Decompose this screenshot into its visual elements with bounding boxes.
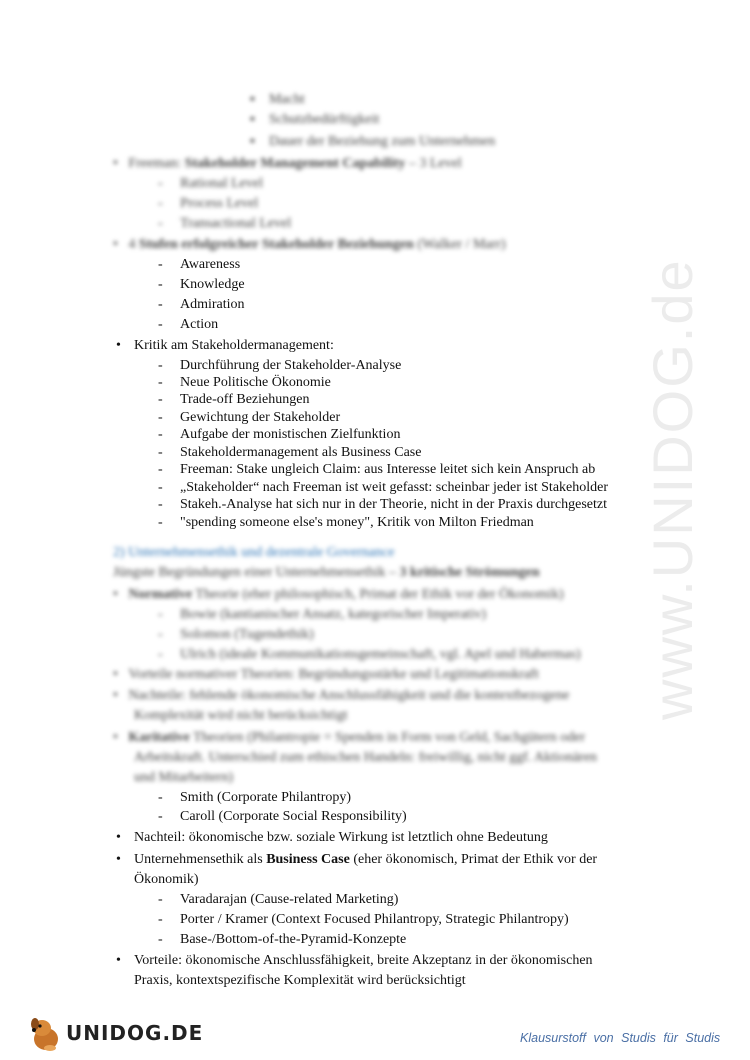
list-item: - <box>158 445 163 460</box>
dog-icon <box>28 1015 64 1053</box>
list-item: - <box>158 427 163 442</box>
list-item-text: Admiration <box>180 297 245 312</box>
section-title: Kritik am Stakeholdermanagement: <box>134 338 334 353</box>
list-item-text: Trade-off Beziehungen <box>180 392 310 407</box>
list-item-text: Freeman: Stake ungleich Claim: aus Interesse leitet sich kein Anspruch ab <box>180 462 596 477</box>
list-item: - <box>158 515 163 530</box>
list-item-text: Neue Politische Ökonomie <box>180 375 331 390</box>
list-item-text: Varadarajan (Cause-related Marketing) <box>180 892 399 907</box>
paragraph: Jüngste Begründungen einer Unternehmensethik – 3 kritische Strömungen <box>113 565 540 580</box>
list-item-text: Durchführung der Stakeholder-Analyse <box>180 358 402 373</box>
list-item: • Freeman: Stakeholder Management Capability – 3 Level <box>113 156 462 171</box>
list-item-text: Stakeh.-Analyse hat sich nur in der Theorie, nicht in der Praxis durchgesetzt <box>180 497 608 512</box>
list-item-text: Stakeholdermanagement als Business Case <box>180 445 422 460</box>
list-item-text: Knowledge <box>180 277 245 292</box>
footer-text: Klausurstoff von Studis für Studis <box>520 1031 721 1045</box>
list-item-text: Gewichtung der Stakeholder <box>180 410 341 425</box>
business-case-continuation: Ökonomik) <box>134 872 199 887</box>
list-item: - <box>158 297 163 312</box>
list-item: • Nachteile: fehlende ökonomische Anschlussfähigkeit und die kontextbezogene <box>113 688 570 703</box>
list-item: ▪ Schutzbedürftigkeit <box>250 112 380 127</box>
list-item: - Bowie (kantianischer Ansatz, kategorischer Imperativ) <box>158 607 487 622</box>
list-item-text: Aufgabe der monistischen Zielfunktion <box>180 427 401 442</box>
section-heading: 2) Unternehmensethik und dezentrale Governance <box>113 545 395 560</box>
list-item: - Process Level <box>158 196 259 211</box>
list-item: - Ulrich (ideale Kommunikationsgemeinschaft, vgl. Apel und Habermas) <box>158 647 581 662</box>
list-item: - <box>158 257 163 272</box>
list-item: ▪ Macht <box>250 92 305 107</box>
list-item: • 4 Stufen erfolgreicher Stakeholder Beziehungen (Walker / Marr) <box>113 237 506 252</box>
list-item: - <box>158 790 163 805</box>
list-item: • Normative Theorie (eher philosophisch, Primat der Ethik vor der Ökonomik) <box>113 587 564 602</box>
list-item: - Transactional Level <box>158 216 292 231</box>
list-item: - <box>158 277 163 292</box>
list-item-continuation: Arbeitskraft. Unterschied zum ethischen Handeln: freiwillig, nicht ggf. Aktionären <box>134 750 598 765</box>
vorteile-continuation: Praxis, kontextspezifische Komplexität wird berücksichtigt <box>134 973 466 988</box>
list-item: - <box>158 480 163 495</box>
list-item: - Solomon (Tugendethik) <box>158 627 314 642</box>
bullet: • <box>116 830 121 845</box>
list-item-text: Awareness <box>180 257 241 272</box>
bullet: • <box>116 953 121 968</box>
list-item: - <box>158 892 163 907</box>
list-item-text: „Stakeholder“ nach Freeman ist weit gefasst: scheinbar jeder ist Stakeholder <box>180 480 609 495</box>
bullet: • <box>116 338 121 353</box>
list-item-text: Base-/Bottom-of-the-Pyramid-Konzepte <box>180 932 407 947</box>
list-item-text: Caroll (Corporate Social Responsibility) <box>180 809 407 824</box>
list-item: - <box>158 358 163 373</box>
list-item-text: Smith (Corporate Philantropy) <box>180 790 352 805</box>
logo-text: UNIDOG.DE <box>66 1021 204 1045</box>
vorteile-text: Vorteile: ökonomische Anschlussfähigkeit, breite Akzeptanz in der ökonomischen <box>134 953 593 968</box>
list-item-text: "spending someone else's money", Kritik von Milton Friedman <box>180 515 534 530</box>
list-item: - <box>158 932 163 947</box>
list-item: - <box>158 392 163 407</box>
nachteil-text: Nachteil: ökonomische bzw. soziale Wirkung ist letztlich ohne Bedeutung <box>134 830 548 845</box>
list-item-continuation: und Mitarbeitern) <box>134 770 234 785</box>
list-item-text: Action <box>180 317 219 332</box>
list-item: • Karitative Theorien (Philantropie = Spenden in Form von Geld, Sachgütern oder <box>113 730 586 745</box>
list-item: - <box>158 462 163 477</box>
list-item: - <box>158 375 163 390</box>
bullet: • <box>116 852 121 867</box>
list-item: - <box>158 497 163 512</box>
list-item: - <box>158 410 163 425</box>
list-item: • Vorteile normativer Theorien: Begründungsstärke und Legitimationskraft <box>113 667 539 682</box>
watermark: www.UNIDOG.de <box>641 258 704 720</box>
list-item: - <box>158 317 163 332</box>
business-case-text: Unternehmensethik als Business Case (eher ökonomisch, Primat der Ethik vor der <box>134 852 598 867</box>
list-item: - <box>158 912 163 927</box>
unidog-logo[interactable] <box>28 1015 204 1055</box>
list-item-text: Porter / Kramer (Context Focused Philantropy, Strategic Philantropy) <box>180 912 569 927</box>
list-item-continuation: Komplexität wird nicht berücksichtigt <box>134 708 348 723</box>
list-item: - <box>158 809 163 824</box>
list-item: - Rational Level <box>158 176 263 191</box>
list-item: ▪ Dauer der Beziehung zum Unternehmen <box>250 134 496 149</box>
